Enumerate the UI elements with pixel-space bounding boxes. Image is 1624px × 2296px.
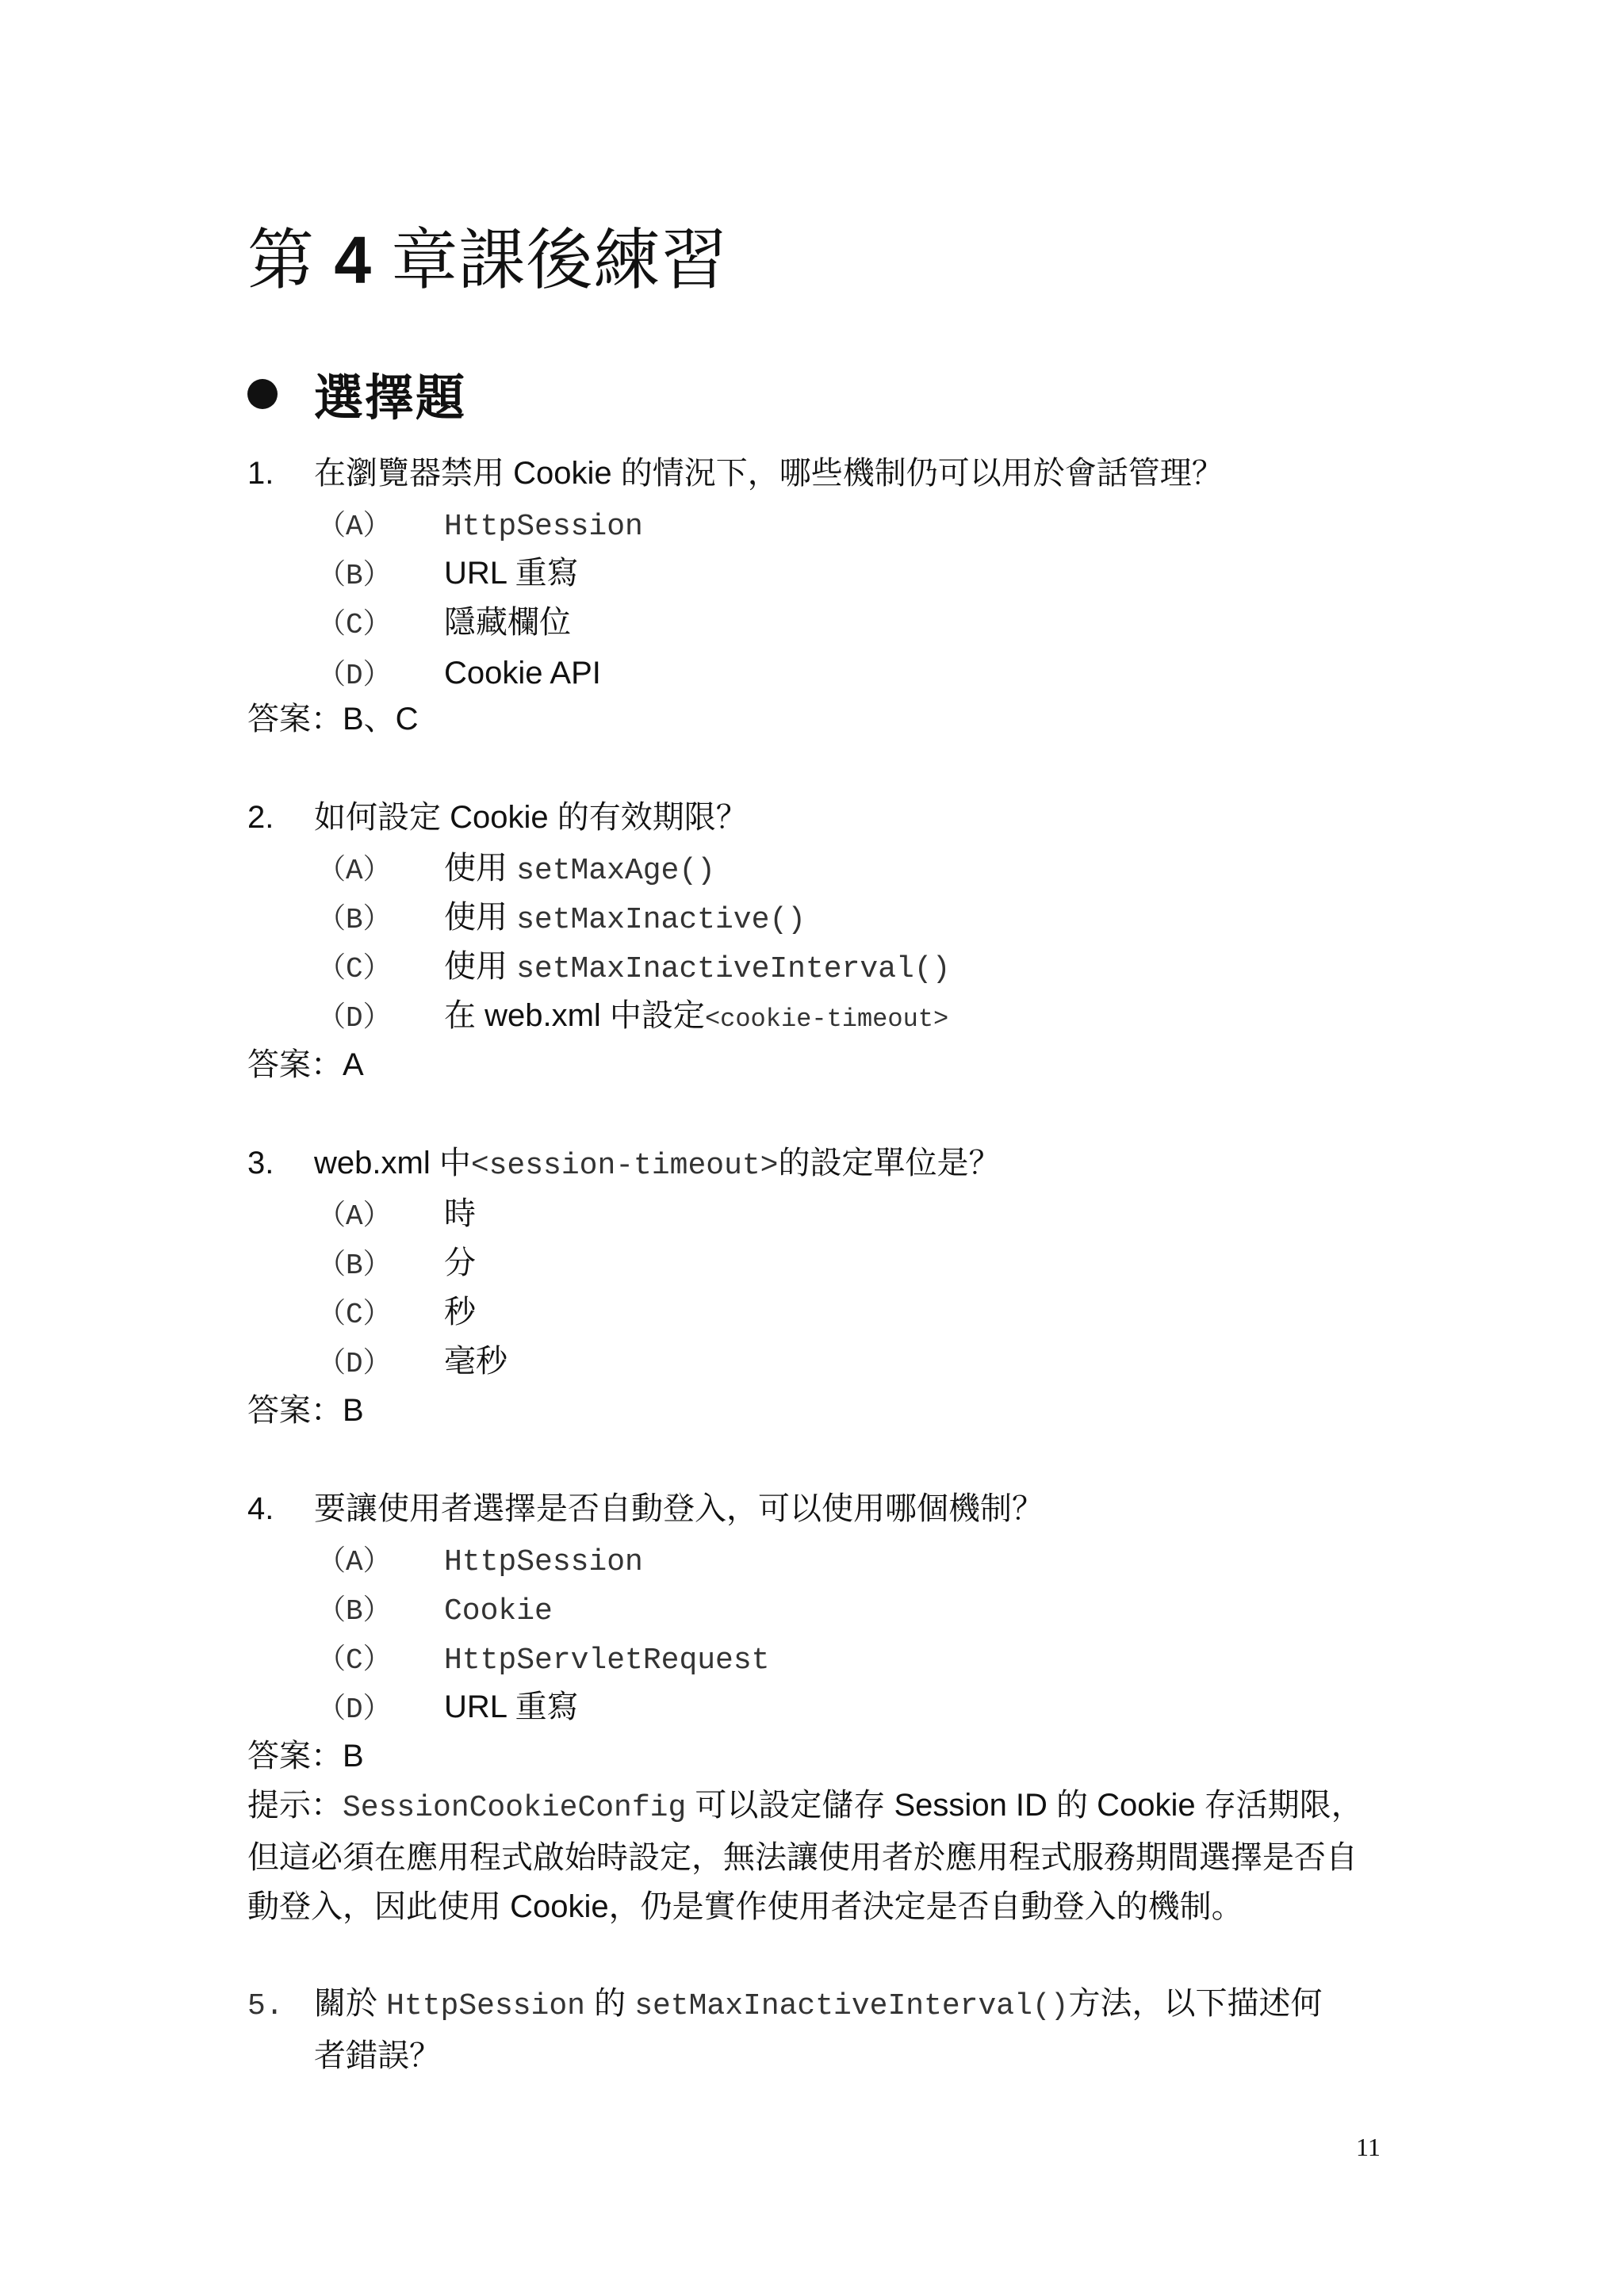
q3-option-b: （B） 分	[317, 1246, 476, 1282]
section-heading	[247, 358, 466, 429]
q1-option-a: （A） HttpSession	[317, 510, 643, 544]
q2-answer: 答案：A	[247, 1047, 364, 1082]
q3-option-c: （C） 秒	[317, 1295, 476, 1331]
q4-option-c: （C） HttpServletRequest	[317, 1644, 770, 1678]
question-5: 5. 關於 HttpSession 的 setMaxInactiveInterval()方法，以下描述何 者錯誤？	[247, 1986, 1323, 2073]
question-3: 3. web.xml 中<session-timeout>的設定單位是？	[247, 1146, 1001, 1183]
question-4: 4. 要讓使用者選擇是否自動登入，可以使用哪個機制？	[247, 1491, 1044, 1526]
q2-option-c: （C） 使用 setMaxInactiveInterval()	[317, 949, 951, 986]
question-2: 2. 如何設定 Cookie 的有效期限？	[247, 800, 748, 835]
q1-option-c: （C） 隱藏欄位	[317, 605, 571, 641]
q3-option-d: （D） 毫秒	[317, 1344, 508, 1380]
q4-option-d: （D） URL 重寫	[317, 1689, 579, 1726]
q2-option-a: （A） 使用 setMaxAge()	[317, 851, 715, 888]
bullet-icon	[247, 379, 278, 409]
q1-option-d: （D） Cookie API	[317, 656, 601, 692]
q4-option-b: （B） Cookie	[317, 1594, 553, 1628]
q1-answer: 答案：B、C	[247, 702, 419, 737]
chapter-title: 第 4 章課後練習	[247, 223, 729, 297]
q2-option-d: （D） 在 web.xml 中設定<cookie-timeout>	[317, 998, 949, 1035]
page-number: 11	[1356, 2133, 1381, 2161]
question-1: 1. 在瀏覽器禁用 Cookie 的情況下，哪些機制仍可以用於會話管理？	[247, 456, 1224, 491]
q3-answer: 答案：B	[247, 1393, 364, 1428]
q4-option-a: （A） HttpSession	[317, 1545, 643, 1579]
q4-answer: 答案：B	[247, 1739, 364, 1774]
q1-option-b: （B） URL 重寫	[317, 556, 579, 592]
q4-hint: 提示：SessionCookieConfig 可以設定儲存 Session ID 的 Cookie 存活期限， 但這必須在應用程式啟始時設定，無法讓使用者於應用程式服務期間選擇是否自 動登入，因此使用 Cookie，仍是實作使用者決定是否自動登入的機制。	[247, 1788, 1363, 1924]
section-title: 選擇題	[314, 371, 467, 426]
q2-option-b: （B） 使用 setMaxInactive()	[317, 900, 806, 937]
q3-option-a: （A） 時	[317, 1196, 476, 1233]
